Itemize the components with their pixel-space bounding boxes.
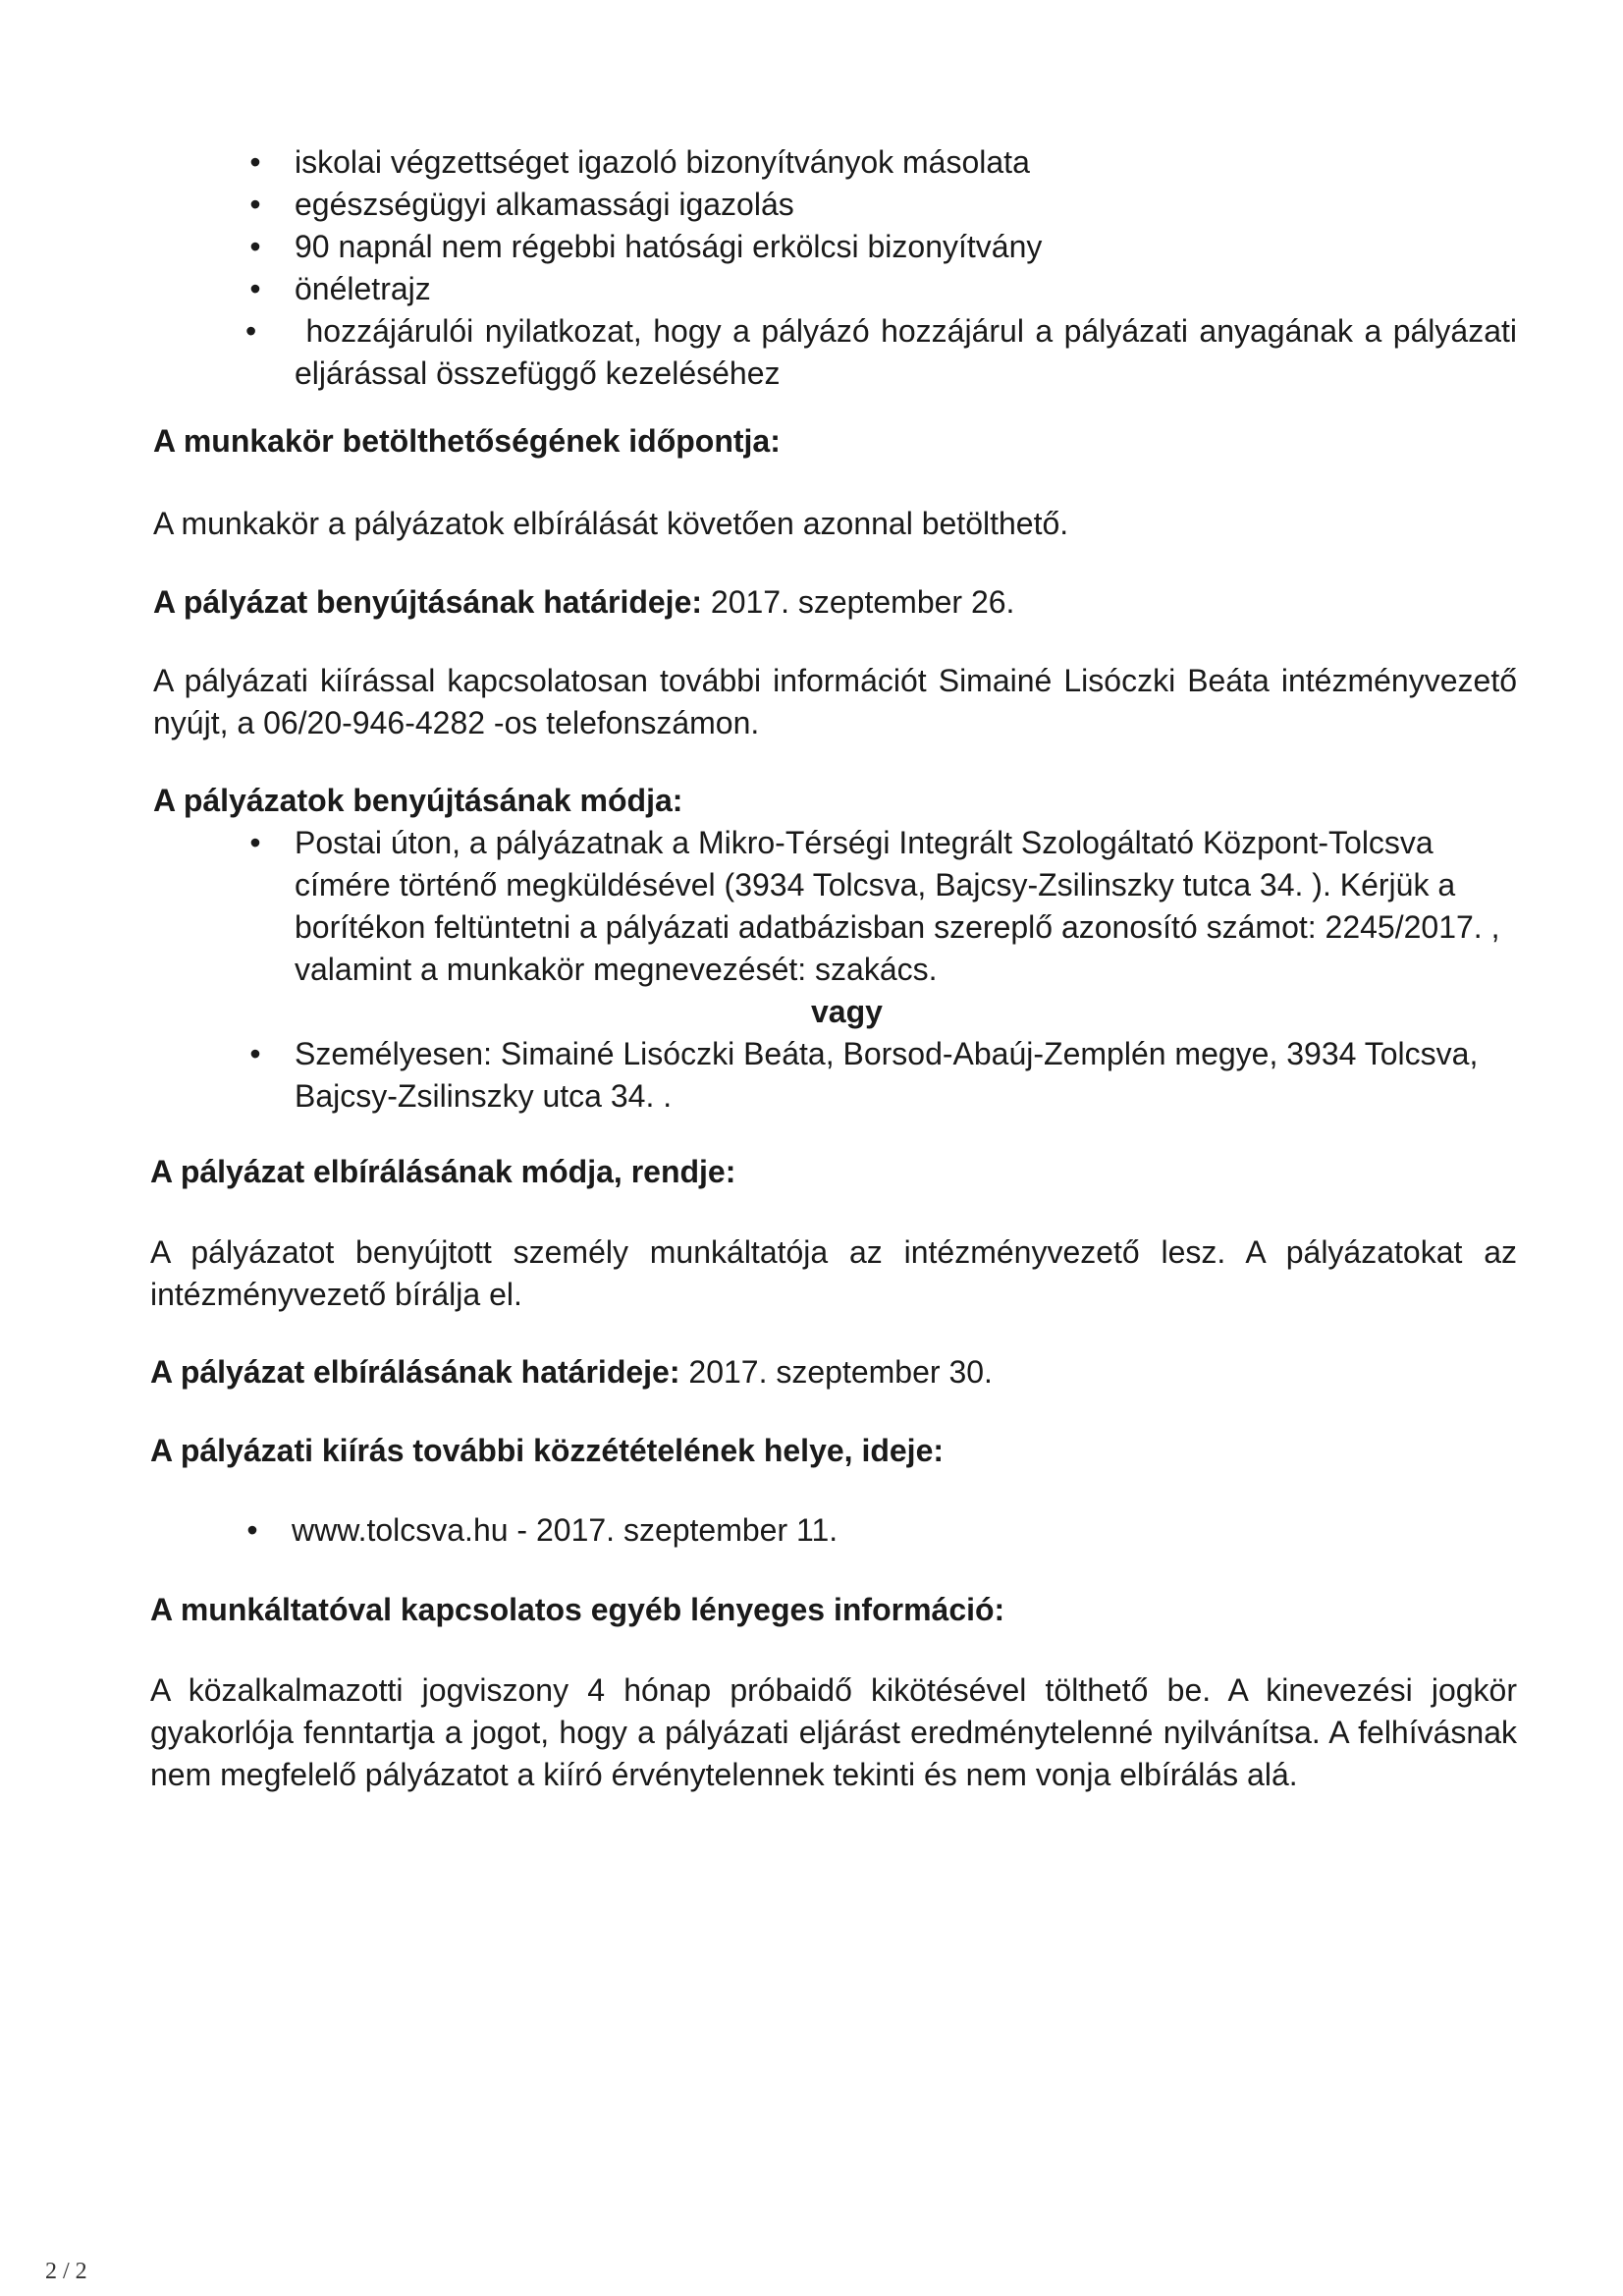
postal-submission-text: Postai úton, a pályázatnak a Mikro-Térségi Integrált Szologáltató Központ-Tolcsva címére történő megküldésével (3934 Tolcsva, Bajcsy-Zsilinszky tutca 34. ). Kérjük a borítékon feltüntetni a pályázati adatbázisban szereplő azonosító számot: 2245/2017. , valamint a munkakör megnevezését: szakács. <box>295 825 1500 987</box>
list-item <box>249 268 1517 310</box>
bullet-icon: • <box>249 825 261 860</box>
list-item-text: iskolai végzettséget igazoló bizonyítványok másolata <box>295 144 1030 180</box>
employer-info-text: A közalkalmazotti jogviszony 4 hónap próbaidő kikötésével tölthető be. A kinevezési jogkör gyakorlója fenntartja a jogot, hogy a pályázati eljárást eredménytelenné nyilvánítsa. A felhívásnak nem megfelelő pályázatot a kiíró érvénytelennek tekinti és nem vonja elbírálás alá. <box>150 1672 1517 1792</box>
bullet-icon: • <box>246 1512 258 1548</box>
list-item <box>246 1509 1514 1552</box>
evaluation-text: A pályázatot benyújtott személy munkáltatója az intézményvezető lesz. A pályázatokat az intézményvezető bírálja el. <box>150 1234 1517 1312</box>
list-item <box>249 184 1517 226</box>
publication-heading: A pályázati kiírás további közzétételének helye, ideje: <box>150 1433 945 1468</box>
evaluation-heading: A pályázat elbírálásának módja, rendje: <box>150 1154 736 1189</box>
publication-item-text: www.tolcsva.hu - 2017. szeptember 11. <box>292 1512 839 1548</box>
list-item <box>249 1033 1517 1118</box>
bullet-icon: • <box>249 187 261 222</box>
publication-list <box>246 1509 1514 1552</box>
list-item <box>249 822 1517 991</box>
list-item-text: hozzájárulói nyilatkozat, hogy a pályázó hozzájárul a pályázati anyagának a pályázati eljárással összefüggő kezeléséhez <box>295 313 1526 391</box>
start-date-heading: A munkakör betölthetőségének időpontja: <box>153 423 781 459</box>
evaluation-deadline-value: 2017. szeptember 30. <box>679 1354 993 1390</box>
list-item-text: önéletrajz <box>295 271 431 306</box>
bullet-icon: • <box>249 1036 261 1071</box>
bullet-icon: • <box>249 229 261 264</box>
documents-list <box>245 141 1526 395</box>
list-item-text: egészségügyi alkamassági igazolás <box>295 187 794 222</box>
submission-deadline-value: 2017. szeptember 26. <box>702 584 1015 620</box>
submission-deadline-label: A pályázat benyújtásának határideje: <box>153 584 703 620</box>
list-item <box>249 226 1517 268</box>
list-item <box>245 310 1526 395</box>
submission-deadline <box>153 581 1014 624</box>
submission-method-list-2 <box>249 1033 1517 1118</box>
contact-info-paragraph: A pályázati kiírással kapcsolatosan további információt Simainé Lisóczki Beáta intézményvezető nyújt, a 06/20-946-4282 -os telefonszámon. <box>153 663 1517 740</box>
evaluation-deadline <box>150 1351 993 1394</box>
employer-info-heading: A munkáltatóval kapcsolatos egyéb lényeges információ: <box>150 1592 1005 1627</box>
bullet-icon: • <box>245 313 257 349</box>
start-date-text: A munkakör a pályázatok elbírálását követően azonnal betölthető. <box>153 506 1069 541</box>
evaluation-deadline-label: A pályázat elbírálásának határideje: <box>150 1354 680 1390</box>
submission-method-list <box>249 822 1517 991</box>
list-item <box>249 141 1517 184</box>
page-number: 2 / 2 <box>45 2259 87 2284</box>
or-separator: vagy <box>811 994 883 1029</box>
bullet-icon: • <box>249 144 261 180</box>
submission-method-heading: A pályázatok benyújtásának módja: <box>153 783 683 818</box>
bullet-icon: • <box>249 271 261 306</box>
personal-submission-text: Személyesen: Simainé Lisóczki Beáta, Borsod-Abaúj-Zemplén megye, 3934 Tolcsva, Bajcsy-Zsilinszky utca 34. . <box>295 1036 1479 1114</box>
list-item-text: 90 napnál nem régebbi hatósági erkölcsi bizonyítvány <box>295 229 1043 264</box>
